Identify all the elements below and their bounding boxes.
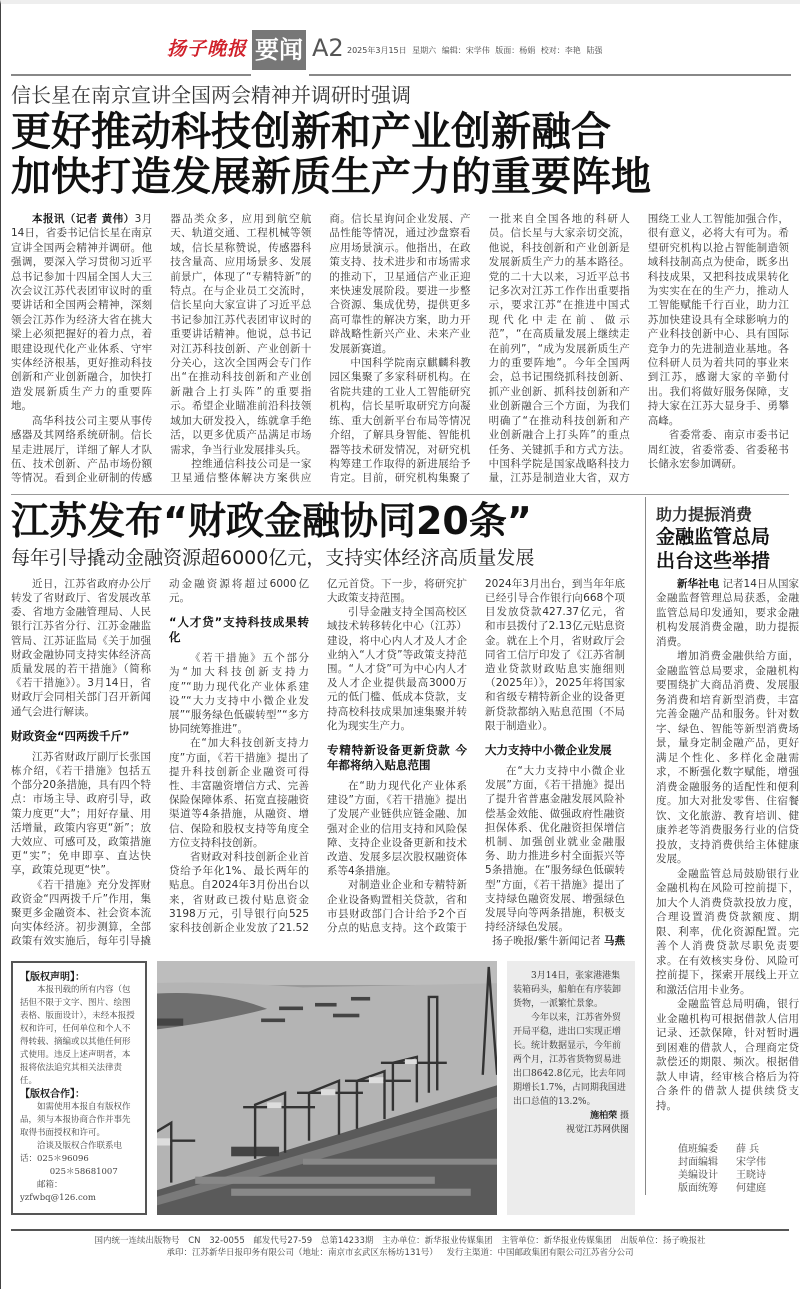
caption-text-1: 3月14日，张家港港集装箱码头，船舶在有序装卸货物，一派繁忙景象。 bbox=[513, 970, 622, 1009]
credit-row bbox=[678, 1182, 799, 1195]
paragraph-text: 省委常委、南京市委书记周红波，省委常委、省委秘书长储永宏参加调研。 bbox=[647, 429, 789, 470]
copyright-box bbox=[11, 961, 147, 1215]
bottom-row bbox=[11, 961, 635, 1215]
port-photo bbox=[157, 961, 497, 1215]
article1-kicker: 信长星在南京宣讲全国两会精神并调研时强调 bbox=[11, 83, 411, 107]
sidebar-kicker: 助力提振消费 bbox=[656, 504, 753, 524]
masthead bbox=[1, 4, 799, 78]
contact-email: 邮箱：yzfwbq@126.com bbox=[20, 1179, 96, 1203]
credit-row bbox=[678, 1156, 799, 1169]
caption-text-2: 今年以来，江苏省外贸开局平稳，进出口实现正增长。统计数据显示，今年前两个月，江苏省货物贸易进出口8642.8亿元，比去年同期增长1.7%，占同期我国进出口总值的13.2%。 bbox=[513, 1012, 626, 1107]
article2-paragraph: 在“加大科技创新支持力度”方面，《若干措施》提出了提升科技创新企业融资可得性、丰富融资增信方式、完善保险保障体系、拓宽直接融资渠道等4条措施，从融资、增信、保险和股权支持等角度全方位支持科技创新。 bbox=[169, 737, 309, 849]
article2-byline bbox=[485, 934, 625, 948]
sidebar-paragraph bbox=[656, 649, 799, 867]
paragraph-text: 3月14日，省委书记信长星在南京宣讲全国两会精神并调研。他强调，要深入学习贯彻习近平总书记参加十四届全国人大三次会议江苏代表团审议时的重要讲话和全国两会精神，深刻领会江苏作为经济大省在挑大梁上必须把握好的着力点，着眼建设现代化产业体系、守牢实体经济根基，更好推动科技创新和产业创新融合，加快打造发展新质生产力的重要阵地。 bbox=[11, 213, 153, 413]
header-rule-left bbox=[11, 74, 251, 76]
sidebar-paragraph bbox=[656, 577, 799, 650]
paragraph-text: 高华科技公司主要从事传感器及其网络系统研制。信长星走进展厅，详细了解人才队伍、技术创新、产品市场份额等情况。看到企业研制的传感器品类众多，应用到航空航天、轨道交通、工程机械等领域，信长星称赞说，传感器科技含量高、应用场景多、发展前景广，体现了“专精特新”的特点。在与企业员工交流时，信长星向大家宣讲了习近平总书记参加江苏代表团审议时的重要讲话精神。他说，总书记对江苏科技创新、产业创新十分关心，这次全国两会专门作出“在推动科技创新和产业创新融合上打头阵”的重要指示。希望企业瞄准前沿科技领域加大研发投入，练就拿手绝活，以更多优质产品满足市场需求，争当行业发展排头兵。 bbox=[11, 213, 312, 485]
paragraph-text: 金融监管总局明确，银行业金融机构可根据借款人信用记录、还款保障，针对暂时遇到困难的借款人，合理商定贷款偿还的期限、频次。根据借款人申请，经审核合格后为符合条件的借款人提供续贷支持。 bbox=[656, 998, 799, 1112]
paragraph-text: 金融监管总局鼓励银行业金融机构在风险可控前提下，加大个人消费贷款投放力度，合理设置消费贷款额度、期限、利率，优化资源配置。完善个人消费贷款尽职免责要求。在有效核实身份、风险可控前提下，探索开展线上开立和激活信用卡业务。 bbox=[656, 867, 799, 996]
article2-paragraph: 引导金融支持全国高校区域技术转移转化中心（江苏）建设，将中心内人才及人才企业纳入“人才贷”等政策支持范围。“人才贷”可为中心内人才及人才企业提供最高3000万元的低门槛、低成本贷款，支持高校科技成果加速集聚并转化为现实生产力。 bbox=[327, 606, 467, 732]
contact-phone-2: 025＊58681007 bbox=[49, 1166, 118, 1177]
paragraph-text: 增加消费金融供给方面，金融监管总局要求，金融机构要围绕扩大商品消费、发展服务消费和培育新型消费，丰富完善金融产品和服务。针对数字、绿色、智能等新型消费场景，量身定制金融产品，更好满足个性化、多样化金融需求，不断强化数字赋能，增强消费金融服务的适配性和便利度。加大对批发零售、住宿餐饮、文化旅游、教育培训、健康养老等消费服务行业的信贷投放，支持消费供给主体健康发展。 bbox=[656, 650, 799, 866]
cooperation-text: 如需使用本报自有版权作品，须与本报协商合作并事先取得书面授权和许可。 bbox=[20, 1101, 131, 1138]
footer-printing-info: 承印：江苏新华日报印务有限公司（地址：南京市玄武区东杨坊131号） 发行主渠道：中国邮政集团有限公司江苏省分公司 bbox=[166, 1247, 634, 1258]
byline-name: 马燕 bbox=[604, 935, 625, 948]
page-number: A2 bbox=[312, 34, 344, 62]
article2-headline: 江苏发布“财政金融协同20条” bbox=[11, 498, 532, 543]
photo-source: 视觉江苏网供图 bbox=[565, 1124, 629, 1135]
article2 bbox=[11, 497, 635, 1215]
sidebar-article bbox=[645, 497, 799, 1196]
article2-subheading: “人才贷”支持科技成果转化 bbox=[169, 615, 309, 645]
sidebar-title bbox=[656, 525, 799, 573]
photo-credit bbox=[513, 1109, 629, 1123]
copyright-text: 本报刊载的所有内容（包括但不限于文字、图片、绘图表格、版面设计），未经本报授权和许可，任何单位和个人不得转载、摘编或以其他任何形式使用。违反上述声明者，本报将依法追究其相关法律责任。 bbox=[20, 984, 135, 1086]
credit-row bbox=[678, 1169, 799, 1182]
container-port-image bbox=[157, 961, 497, 1215]
section-divider bbox=[11, 494, 789, 495]
article2-subheading: 大力支持中小微企业发展 bbox=[485, 742, 612, 757]
sidebar-body bbox=[656, 577, 799, 1114]
article2-paragraph: 对制造业企业和专精特新企业设备购置相关贷款，省和市县财政部门合计给予2个百分点的贴息支持。这个政策于2024年3月出台，到当年年底已经引导合作银行向668个项目发放贷款427.37亿元，省和市县拨付了2.13亿元贴息资金。就在上个月，省财政厅会同省工信厅印发了《江苏省制造业贷款财政贴息实施细则（2025年）》，2025年将国家和省级专精特新企业的设备更新贷款都纳入贴息范围（不局限于制造业）。 bbox=[327, 577, 625, 934]
headline-line-2: 加快打造发展新质生产力的重要阵地 bbox=[11, 154, 651, 200]
sidebar-paragraph bbox=[656, 867, 799, 998]
article2-paragraph: 在“助力现代化产业体系建设”方面，《若干措施》提出了发展产业链供应链金融、加强对企业的信用支持和风险保障、支持企业设备更新和技术改造、发展多层次股权融资体系等4条措施。 bbox=[327, 779, 467, 878]
article2-paragraph: 在“大力支持中小微企业发展”方面，《若干措施》提出了提升省普惠金融发展风险补偿基金效能、做强政府性融资担保体系、优化融资担保增信机制、加强创业就业金融服务、助力推进乡村全面振兴等5条措施。在“服务绿色低碳转型”方面，《若干措施》提出了支持绿色融资发展、增强绿色发展导向等两条措施，积极支持经济绿色发展。 bbox=[485, 764, 625, 934]
credit-role: 版面统筹 bbox=[678, 1183, 718, 1195]
credit-name: 何建庭 bbox=[736, 1183, 766, 1195]
article2-paragraph: 近日，江苏省政府办公厅转发了省财政厅、省发展改革委、省地方金融管理局、人民银行江苏省分行、江苏金融监管局、江苏证监局《关于加强财政金融协同支持实体经济高质量发展的若干措施》（简称《若干措施》）。3月14日，省财政厅会同相关部门召开新闻通气会进行解读。 bbox=[11, 577, 151, 718]
photo-caption bbox=[507, 961, 635, 1215]
credit-role: 美编设计 bbox=[678, 1170, 718, 1182]
headline-line-1: 更好推动科技创新和产业创新融合 bbox=[11, 109, 611, 155]
article1-paragraph bbox=[11, 212, 152, 414]
cooperation-title: 【版权合作】： bbox=[20, 1088, 85, 1100]
copyright-title: 【版权声明】： bbox=[20, 971, 85, 983]
newspaper-logo: 扬子晚报 bbox=[167, 38, 248, 60]
photographer-suffix: 摄 bbox=[619, 1110, 629, 1121]
section-label: 要闻 bbox=[252, 30, 306, 70]
article2-subheading: 财政资金“四两拨千斤” bbox=[11, 728, 130, 743]
article2-body bbox=[11, 577, 625, 949]
paragraph-text: 中国科学院南京麒麟科教园区集聚了多家科研机构。在省院共建的工业人工智能研究机构，信长星听取研究方向凝练、重大创新平台布局等情况介绍，了解具身智能、智能机器等技术研发情况，对研究机构筹建工作取得的新进展给予肯定。目前，研究机构集聚了一批来自全国各地的科研人员。信长星与大家亲切交流，他说，科技创新和产业创新是发展新质生产力的基本路径。党的二十大以来，习近平总书记多次对江苏工作作出重要指示，要求江苏“在推进中国式现代化中走在前、做示范”，“在高质量发展上继续走在前列”，“成为发展新质生产力的重要阵地”。今年全国两会，总书记围绕抓科技创新、抓产业创新、抓科技创新和产业创新融合三个方面，为我们明确了“在推动科技创新和产业创新融合上打头阵”的重点任务、关键抓手和方式方法。中国科学院是国家战略科技力量，江苏是制造业大省，双方围绕工业人工智能加强合作，很有意义，必将大有可为。希望研究机构以抢占智能制造领域科技制高点为使命，既多出科技成果，又把科技成果转化为实实在在的生产力，推动人工智能赋能千行百业，助力江苏加快建设具有全球影响力的产业科技创新中心、具有国际竞争力的先进制造业基地。各位科研人员为着共同的事业来到江苏，感谢大家的辛勤付出。我们将做好服务保障，支持大家在江苏大显身手、勇攀高峰。 bbox=[329, 213, 789, 485]
article1-headline bbox=[11, 110, 789, 200]
credit-name: 王晓诗 bbox=[736, 1170, 766, 1182]
article1-lead: 本报讯（记者 黄伟） bbox=[32, 213, 135, 225]
article2-paragraph: 省财政对科技创新企业首贷给予年化1%、最长两年的贴息。自2024年3月份出台以来，省财政已拨付贴息资金3198万元，引导银行向525家科技创新企业发放了21.52亿元首贷。下一步，将研究扩大政策支持范围。 bbox=[169, 577, 467, 934]
article1-body bbox=[11, 212, 789, 486]
sidebar-title-line-2: 出台这些举措 bbox=[656, 549, 771, 572]
credit-name: 宋学伟 bbox=[736, 1157, 766, 1169]
credit-role: 值班编委 bbox=[678, 1144, 718, 1156]
article1-paragraph bbox=[648, 428, 789, 471]
page-content bbox=[1, 82, 799, 1289]
issue-meta: 2025年3月15日 星期六 编辑：宋学伟 版面：杨娟 校对：李艳 陆强 bbox=[347, 46, 603, 55]
footer-rule bbox=[11, 1229, 789, 1231]
byline-prefix: 扬子晚报/紫牛新闻记者 bbox=[492, 935, 601, 948]
photographer: 施柏荣 bbox=[590, 1110, 618, 1121]
article2-paragraph: 江苏省财政厅副厅长张国栋介绍，《若干措施》包括五个部分20条措施，具有四个特点：市场主导、政府引导，政策力度更“大”；用好存量、用活增量，政策内容更“新”；放大效应、可感可及，政策措施更“实”；免申即享、直达快享，政策兑现更“快”。 bbox=[11, 750, 151, 877]
contact-phone: 洽谈及版权合作联系电话：025＊96096 bbox=[20, 1140, 123, 1164]
article2-paragraph: 《若干措施》五个部分为“加大科技创新支持力度”“助力现代化产业体系建设”“大力支持中小微企业发展”“服务绿色低碳转型”“多方协同统筹推进”。 bbox=[169, 652, 309, 736]
credit-role: 封面编辑 bbox=[678, 1157, 718, 1169]
paragraph-text: 控维通信科技公司是一家卫星通信整体解决方案供应商。信长星询问企业发展、产品性能等情况，通过沙盘察看应用场景演示。他指出，在政策支持、技术进步和市场需求的推动下，卫星通信产业正迎来快速发展阶段。要进一步整合资源、集成优势，提供更多高可靠性的解决方案，助力开辟战略性新兴产业、未来产业发展新赛道。 bbox=[170, 213, 471, 485]
sidebar-paragraph bbox=[656, 997, 799, 1113]
article2-subheadline: 每年引导撬动金融资源超6000亿元，支持实体经济高质量发展 bbox=[11, 546, 535, 569]
article2-subheading: 专精特新设备更新贷款 今年都将纳入贴息范围 bbox=[327, 742, 467, 772]
credit-name: 薛 兵 bbox=[736, 1144, 760, 1156]
sidebar-title-line-1: 金融监管总局 bbox=[656, 525, 771, 548]
article2-paragraph: 《若干措施》充分发挥财政资金“四两拨千斤”作用，集聚更多金融资本、社会资本流向实体经济。初步测算，全部政策有效实施后，每年引导撬动金融资源将超过6000亿元。 bbox=[11, 577, 309, 948]
paragraph-text: 记者14日从国家金融监督管理总局获悉，金融监管总局印发通知，要求金融机构发展消费金融，助力提振消费。 bbox=[656, 577, 799, 648]
header-rule-right bbox=[309, 74, 791, 76]
sidebar-lead: 新华社电 bbox=[677, 577, 720, 590]
lower-section bbox=[11, 497, 799, 1215]
credit-row bbox=[678, 1143, 799, 1156]
editorial-credits bbox=[678, 1143, 799, 1195]
footer-publication-info: 国内统一连续出版物号 CN 32-0055 邮发代号27-59 总第14233期 主办单位：新华报业传媒集团 主管单位：新华报业传媒集团 出版单位：扬子晚报社 bbox=[94, 1235, 706, 1246]
